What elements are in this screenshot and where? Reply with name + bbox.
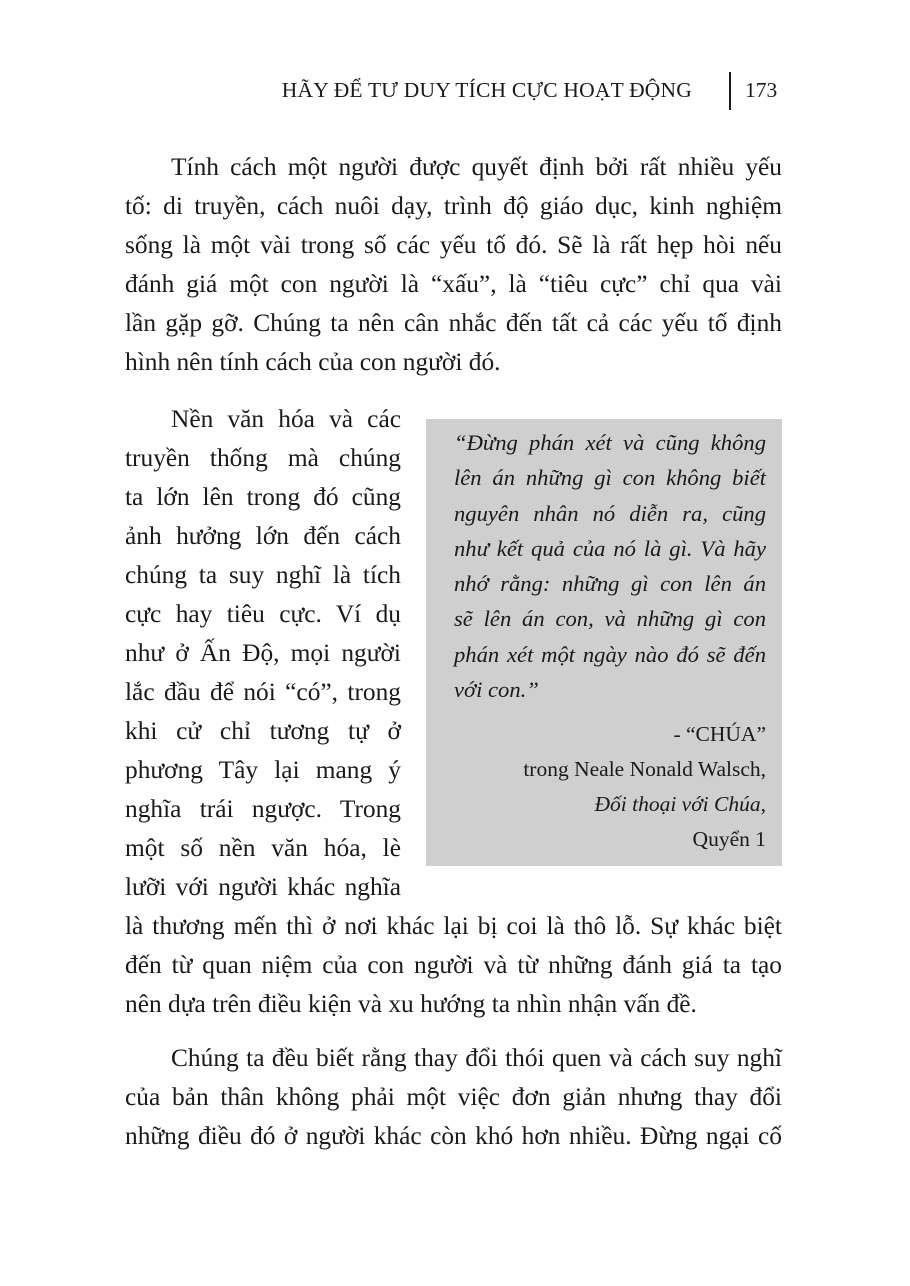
quote-attribution — [523, 717, 766, 857]
quote-speaker: - “CHÚA” — [673, 722, 766, 746]
text-line: ảnh hưởng lớn đến cách — [125, 522, 401, 550]
text-line: chúng ta suy nghĩ là tích — [125, 561, 401, 589]
text-line: lắc đầu để nói “có”, trong — [125, 678, 401, 706]
text-line: nên dựa trên điều kiện và xu hướng ta nhìn nhận vấn đề. — [125, 990, 697, 1018]
text-line: nghĩa trái ngược. Trong — [125, 795, 401, 823]
page-number: 173 — [745, 78, 778, 102]
text-line: phương Tây lại mang ý — [125, 756, 401, 784]
quote-source: trong Neale Nonald Walsch, — [523, 757, 766, 781]
paragraph-2-wrapped — [125, 400, 401, 907]
quote-line: phán xét một ngày nào đó sẽ đến — [454, 641, 766, 667]
text-line: là thương mến thì ở nơi khác lại bị coi là thô lỗ. Sự khác biệt — [125, 912, 782, 940]
quote-line: nhớ rằng: những gì con lên án — [454, 571, 766, 597]
quote-line: sẽ lên án con, và những gì con — [454, 606, 766, 632]
text-line: Tính cách một người được quyết định bởi rất nhiều yếu — [171, 153, 782, 181]
text-line: ta lớn lên trong đó cũng — [125, 483, 401, 511]
text-line: khi cử chỉ tương tự ở — [125, 717, 401, 745]
quote-line: như kết quả của nó là gì. Và hãy — [454, 535, 766, 561]
text-line: tố: di truyền, cách nuôi dạy, trình độ giáo dục, kinh nghiệm — [125, 192, 782, 220]
chapter-title: HÃY ĐỂ TƯ DUY TÍCH CỰC HOẠT ĐỘNG — [281, 78, 692, 102]
pull-quote-box — [426, 419, 782, 866]
quote-volume: Quyển 1 — [692, 827, 766, 851]
paragraph-2-continued — [125, 907, 782, 1024]
text-line: sống là một vài trong số các yếu tố đó. Sẽ là rất hẹp hòi nếu — [125, 231, 782, 259]
text-line: những điều đó ở người khác còn khó hơn nhiều. Đừng ngại cố — [125, 1122, 782, 1150]
quote-line: lên án những gì con không biết — [454, 465, 766, 491]
text-line: của bản thân không phải một việc đơn giản nhưng thay đổi — [125, 1083, 782, 1111]
text-line: đến từ quan niệm của con người và từ những đánh giá ta tạo — [125, 951, 782, 979]
quote-text — [454, 425, 766, 707]
text-line: cực hay tiêu cực. Ví dụ — [125, 600, 401, 628]
quote-book-title: Đối thoại với Chúa, — [594, 792, 766, 816]
quote-line: nguyên nhân nó diễn ra, cũng — [454, 500, 766, 526]
text-line: đánh giá một con người là “xấu”, là “tiêu cực” chỉ qua vài — [125, 270, 782, 298]
text-line: như ở Ấn Độ, mọi người — [125, 639, 401, 667]
text-line: lưỡi với người khác nghĩa — [125, 873, 401, 901]
text-line: lần gặp gỡ. Chúng ta nên cân nhắc đến tất cả các yếu tố định — [125, 309, 782, 337]
text-line: Nền văn hóa và các — [171, 405, 401, 433]
quote-line: với con.” — [454, 677, 539, 703]
header-divider — [729, 72, 731, 110]
text-line: Chúng ta đều biết rằng thay đổi thói quen và cách suy nghĩ — [171, 1044, 782, 1072]
paragraph-1 — [125, 148, 782, 382]
quote-line: “Đừng phán xét và cũng không — [454, 430, 766, 455]
text-line: hình nên tính cách của con người đó. — [125, 348, 501, 376]
text-line: một số nền văn hóa, lè — [125, 834, 401, 862]
text-line: truyền thống mà chúng — [125, 444, 401, 472]
paragraph-3 — [125, 1039, 782, 1156]
